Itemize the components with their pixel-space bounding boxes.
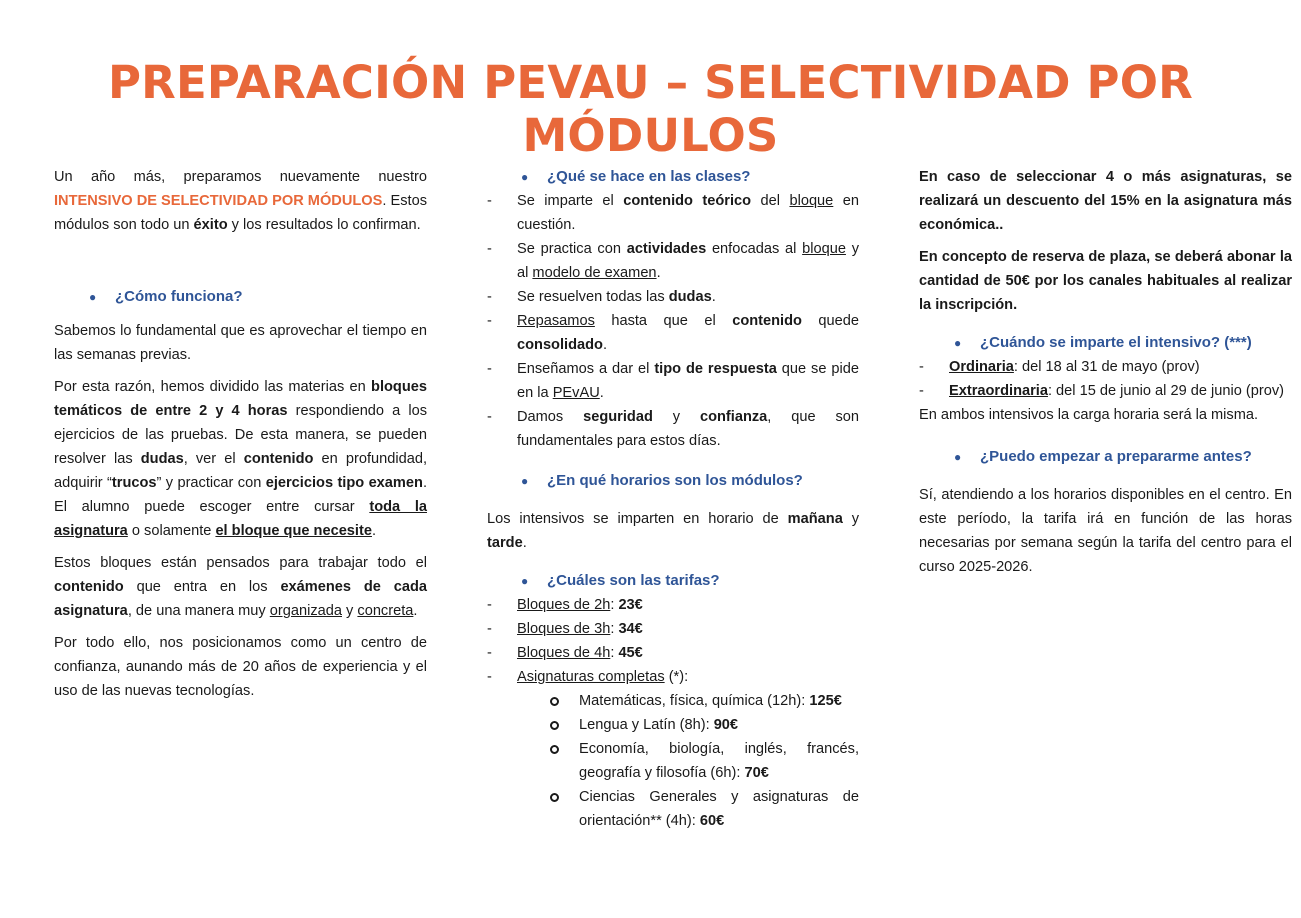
tarifa-item: - Bloques de 3h: 34€ [487,621,643,637]
heading-como-funciona: ● ¿Cómo funciona? [115,285,427,309]
circle-bullet-icon [550,721,559,730]
heading-horarios: ● ¿En qué horarios son los módulos? [547,469,859,493]
convocatorias-list [919,355,1292,403]
column-middle [487,165,859,833]
heading-tarifas: ● ¿Cuáles son las tarifas? [547,569,859,593]
paragraph-bloques: Por esta razón, hemos dividido las materias en bloques temáticos de entre 2 y 4 horas respondiendo a los ejercicios de las pruebas. De esta manera, se pueden resolver las dudas, ver el contenido en profundidad, adquirir “trucos” y practicar con ejercicios tipo examen. El alumno puede escoger entre cursar toda la asignatura o solamente el bloque que necesite. [54,379,427,539]
asignatura-item: Ciencias Generales y asignaturas de orientación** (4h): 60€ [487,785,859,833]
convocatoria-item: - Extraordinaria: del 15 de junio al 29 de junio (prov) [919,383,1285,399]
heading-empezar: ● ¿Puedo empezar a prepararme antes? [980,445,1292,469]
bullet-icon: ● [521,574,529,588]
paragraph-contenido: Estos bloques están pensados para trabajar todo el contenido que entra en los exámenes de cada asignatura, de una manera muy organizada y concreta. [54,555,427,619]
heading-cuando: ● ¿Cuándo se imparte el intensivo? (***) [980,331,1292,355]
program-name: INTENSIVO DE SELECTIVIDAD POR MÓDULOS [54,193,383,209]
asignaturas-list [487,689,859,833]
list-item: - Se imparte el contenido teórico del bloque en cuestión. [487,193,859,233]
asignatura-item: Economía, biología, inglés, francés, geografía y filosofía (6h): 70€ [487,737,859,785]
tarifa-item: - Bloques de 4h: 45€ [487,645,643,661]
list-item: - Enseñamos a dar el tipo de respuesta que se pide en la PEvAU. [487,361,859,401]
list-item: - Se resuelven todas las dudas. [487,289,716,305]
tarifas-list [487,593,859,689]
paragraph-empezar: Sí, atendiendo a los horarios disponibles en el centro. En este período, la tarifa irá en función de las horas necesarias por semana según la tarifa del centro para el curso 2025-2026. [919,487,1292,575]
heading-clases: ● ¿Qué se hace en las clases? [547,165,859,189]
page-title: PREPARACIÓN PEVAU – SELECTIVIDAD POR MÓDULOS [107,56,1194,162]
clases-list [487,189,859,453]
circle-bullet-icon [550,697,559,706]
circle-bullet-icon [550,793,559,802]
tarifa-item: - Asignaturas completas (*): [487,669,689,685]
list-item: - Damos seguridad y confianza, que son fundamentales para estos días. [487,409,860,449]
tarifa-item: - Bloques de 2h: 23€ [487,597,643,613]
paragraph-descuento: En caso de seleccionar 4 o más asignaturas, se realizará un descuento del 15% en la asignatura más económica.. [919,169,1292,233]
bullet-icon: ● [954,450,962,464]
column-right [919,165,1292,587]
convocatoria-item: - Ordinaria: del 18 al 31 de mayo (prov) [919,359,1200,375]
paragraph-carga-horaria: En ambos intensivos la carga horaria será la misma. [919,407,1259,423]
paragraph-confianza: Por todo ello, nos posicionamos como un centro de confianza, aunando más de 20 años de experiencia y el uso de las nuevas tecnologías. [54,635,427,699]
intro-paragraph: Un año más, preparamos nuevamente nuestro INTENSIVO DE SELECTIVIDAD POR MÓDULOS. Estos módulos son todo un éxito y los resultados lo confirman. [54,169,427,233]
bullet-icon: ● [954,336,962,350]
bullet-icon: ● [521,170,529,184]
asignatura-item: Lengua y Latín (8h): 90€ [487,713,859,737]
asignatura-item: Matemáticas, física, química (12h): 125€ [487,689,859,713]
paragraph-tiempo: Sabemos lo fundamental que es aprovechar el tiempo en las semanas previas. [54,323,427,363]
column-left [54,165,427,711]
list-item: - Se practica con actividades enfocadas al bloque y al modelo de examen. [487,241,859,281]
circle-bullet-icon [550,745,559,754]
paragraph-horarios: Los intensivos se imparten en horario de mañana y tarde. [487,511,859,551]
bullet-icon: ● [89,290,97,304]
bullet-icon: ● [521,474,529,488]
paragraph-reserva: En concepto de reserva de plaza, se deberá abonar la cantidad de 50€ por los canales habituales al realizar la inscripción. [919,249,1292,313]
list-item: - Repasamos hasta que el contenido quede consolidado. [487,313,859,353]
